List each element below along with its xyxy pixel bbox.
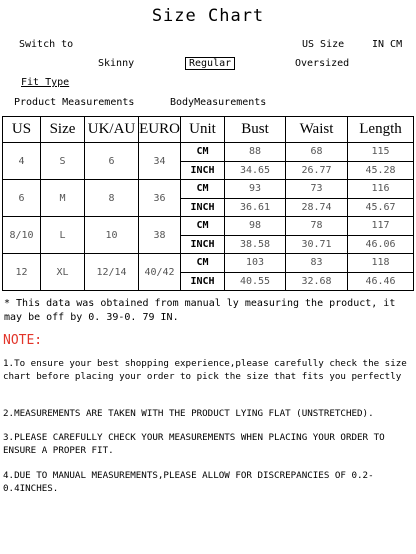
cell-us: 8/10 bbox=[3, 217, 41, 254]
cell-euro: 34 bbox=[139, 143, 181, 180]
table-row bbox=[3, 180, 414, 199]
cell-size: XL bbox=[41, 254, 85, 291]
cell-bust: 36.61 bbox=[225, 198, 286, 217]
cell-length: 46.06 bbox=[348, 235, 414, 254]
cell-unit: CM bbox=[181, 217, 225, 236]
size-chart-table bbox=[2, 116, 414, 291]
cell-waist: 28.74 bbox=[286, 198, 348, 217]
cell-unit: CM bbox=[181, 143, 225, 162]
cell-bust: 98 bbox=[225, 217, 286, 236]
page-title: Size Chart bbox=[151, 6, 265, 26]
cell-us: 12 bbox=[3, 254, 41, 291]
cell-bust: 38.58 bbox=[225, 235, 286, 254]
note-item: 4.DUE TO MANUAL MEASUREMENTS,PLEASE ALLOW FOR DISCREPANCIES OF 0.2-0.4INCHES. bbox=[3, 470, 374, 494]
cell-unit: INCH bbox=[181, 235, 225, 254]
fit-option-skinny[interactable]: Skinny bbox=[98, 58, 135, 69]
cell-waist: 30.71 bbox=[286, 235, 348, 254]
cell-size: L bbox=[41, 217, 85, 254]
fit-option-oversized[interactable]: Oversized bbox=[295, 58, 350, 69]
cell-unit: INCH bbox=[181, 161, 225, 180]
cell-waist: 78 bbox=[286, 217, 348, 236]
cell-length: 45.28 bbox=[348, 161, 414, 180]
cell-unit: CM bbox=[181, 254, 225, 273]
note-item: 2.MEASUREMENTS ARE TAKEN WITH THE PRODUCT LYING FLAT (UNSTRETCHED). bbox=[3, 408, 374, 419]
cell-size: S bbox=[41, 143, 85, 180]
measurement-footnote: * This data was obtained from manual ly measuring the product, it may be off by 0. 39-0. 79 IN. bbox=[4, 298, 396, 323]
header-us: US bbox=[3, 117, 41, 143]
cell-length: 118 bbox=[348, 254, 414, 273]
table-row bbox=[3, 143, 414, 162]
cell-bust: 34.65 bbox=[225, 161, 286, 180]
in-cm-toggle[interactable]: IN CM bbox=[372, 39, 403, 50]
cell-length: 115 bbox=[348, 143, 414, 162]
header-length: Length bbox=[348, 117, 414, 143]
cell-euro: 38 bbox=[139, 217, 181, 254]
cell-size: M bbox=[41, 180, 85, 217]
note-title: NOTE: bbox=[3, 333, 43, 348]
cell-unit: INCH bbox=[181, 272, 225, 291]
cell-waist: 73 bbox=[286, 180, 348, 199]
cell-ukau: 8 bbox=[85, 180, 139, 217]
tab-product-measurements[interactable]: Product Measurements bbox=[14, 97, 135, 108]
cell-waist: 68 bbox=[286, 143, 348, 162]
table-header-row bbox=[3, 117, 414, 143]
fit-option-regular[interactable]: Regular bbox=[185, 57, 235, 70]
tab-body-measurements[interactable]: BodyMeasurements bbox=[170, 97, 267, 108]
cell-ukau: 10 bbox=[85, 217, 139, 254]
cell-waist: 26.77 bbox=[286, 161, 348, 180]
cell-ukau: 12/14 bbox=[85, 254, 139, 291]
switch-label: Switch to bbox=[19, 39, 74, 50]
cell-waist: 32.68 bbox=[286, 272, 348, 291]
cell-length: 46.46 bbox=[348, 272, 414, 291]
cell-length: 117 bbox=[348, 217, 414, 236]
cell-euro: 40/42 bbox=[139, 254, 181, 291]
table-row bbox=[3, 217, 414, 236]
cell-length: 45.67 bbox=[348, 198, 414, 217]
cell-bust: 88 bbox=[225, 143, 286, 162]
cell-bust: 103 bbox=[225, 254, 286, 273]
header-bust: Bust bbox=[225, 117, 286, 143]
header-ukau: UK/AU bbox=[85, 117, 139, 143]
cell-unit: INCH bbox=[181, 198, 225, 217]
header-unit: Unit bbox=[181, 117, 225, 143]
note-item: 1.To ensure your best shopping experience,please carefully check the size chart before placing your order to pick the size that fits you perfectly bbox=[3, 358, 407, 382]
cell-euro: 36 bbox=[139, 180, 181, 217]
cell-us: 4 bbox=[3, 143, 41, 180]
header-waist: Waist bbox=[286, 117, 348, 143]
cell-unit: CM bbox=[181, 180, 225, 199]
table-row bbox=[3, 254, 414, 273]
us-size-toggle[interactable]: US Size bbox=[302, 39, 345, 50]
header-euro: EURO bbox=[139, 117, 181, 143]
cell-ukau: 6 bbox=[85, 143, 139, 180]
cell-length: 116 bbox=[348, 180, 414, 199]
fit-type-link[interactable]: Fit Type bbox=[21, 77, 70, 88]
note-item: 3.PLEASE CAREFULLY CHECK YOUR MEASUREMENTS WHEN PLACING YOUR ORDER TO ENSURE A PROPER FIT. bbox=[3, 432, 385, 456]
header-size: Size bbox=[41, 117, 85, 143]
cell-waist: 83 bbox=[286, 254, 348, 273]
cell-us: 6 bbox=[3, 180, 41, 217]
cell-bust: 40.55 bbox=[225, 272, 286, 291]
cell-bust: 93 bbox=[225, 180, 286, 199]
